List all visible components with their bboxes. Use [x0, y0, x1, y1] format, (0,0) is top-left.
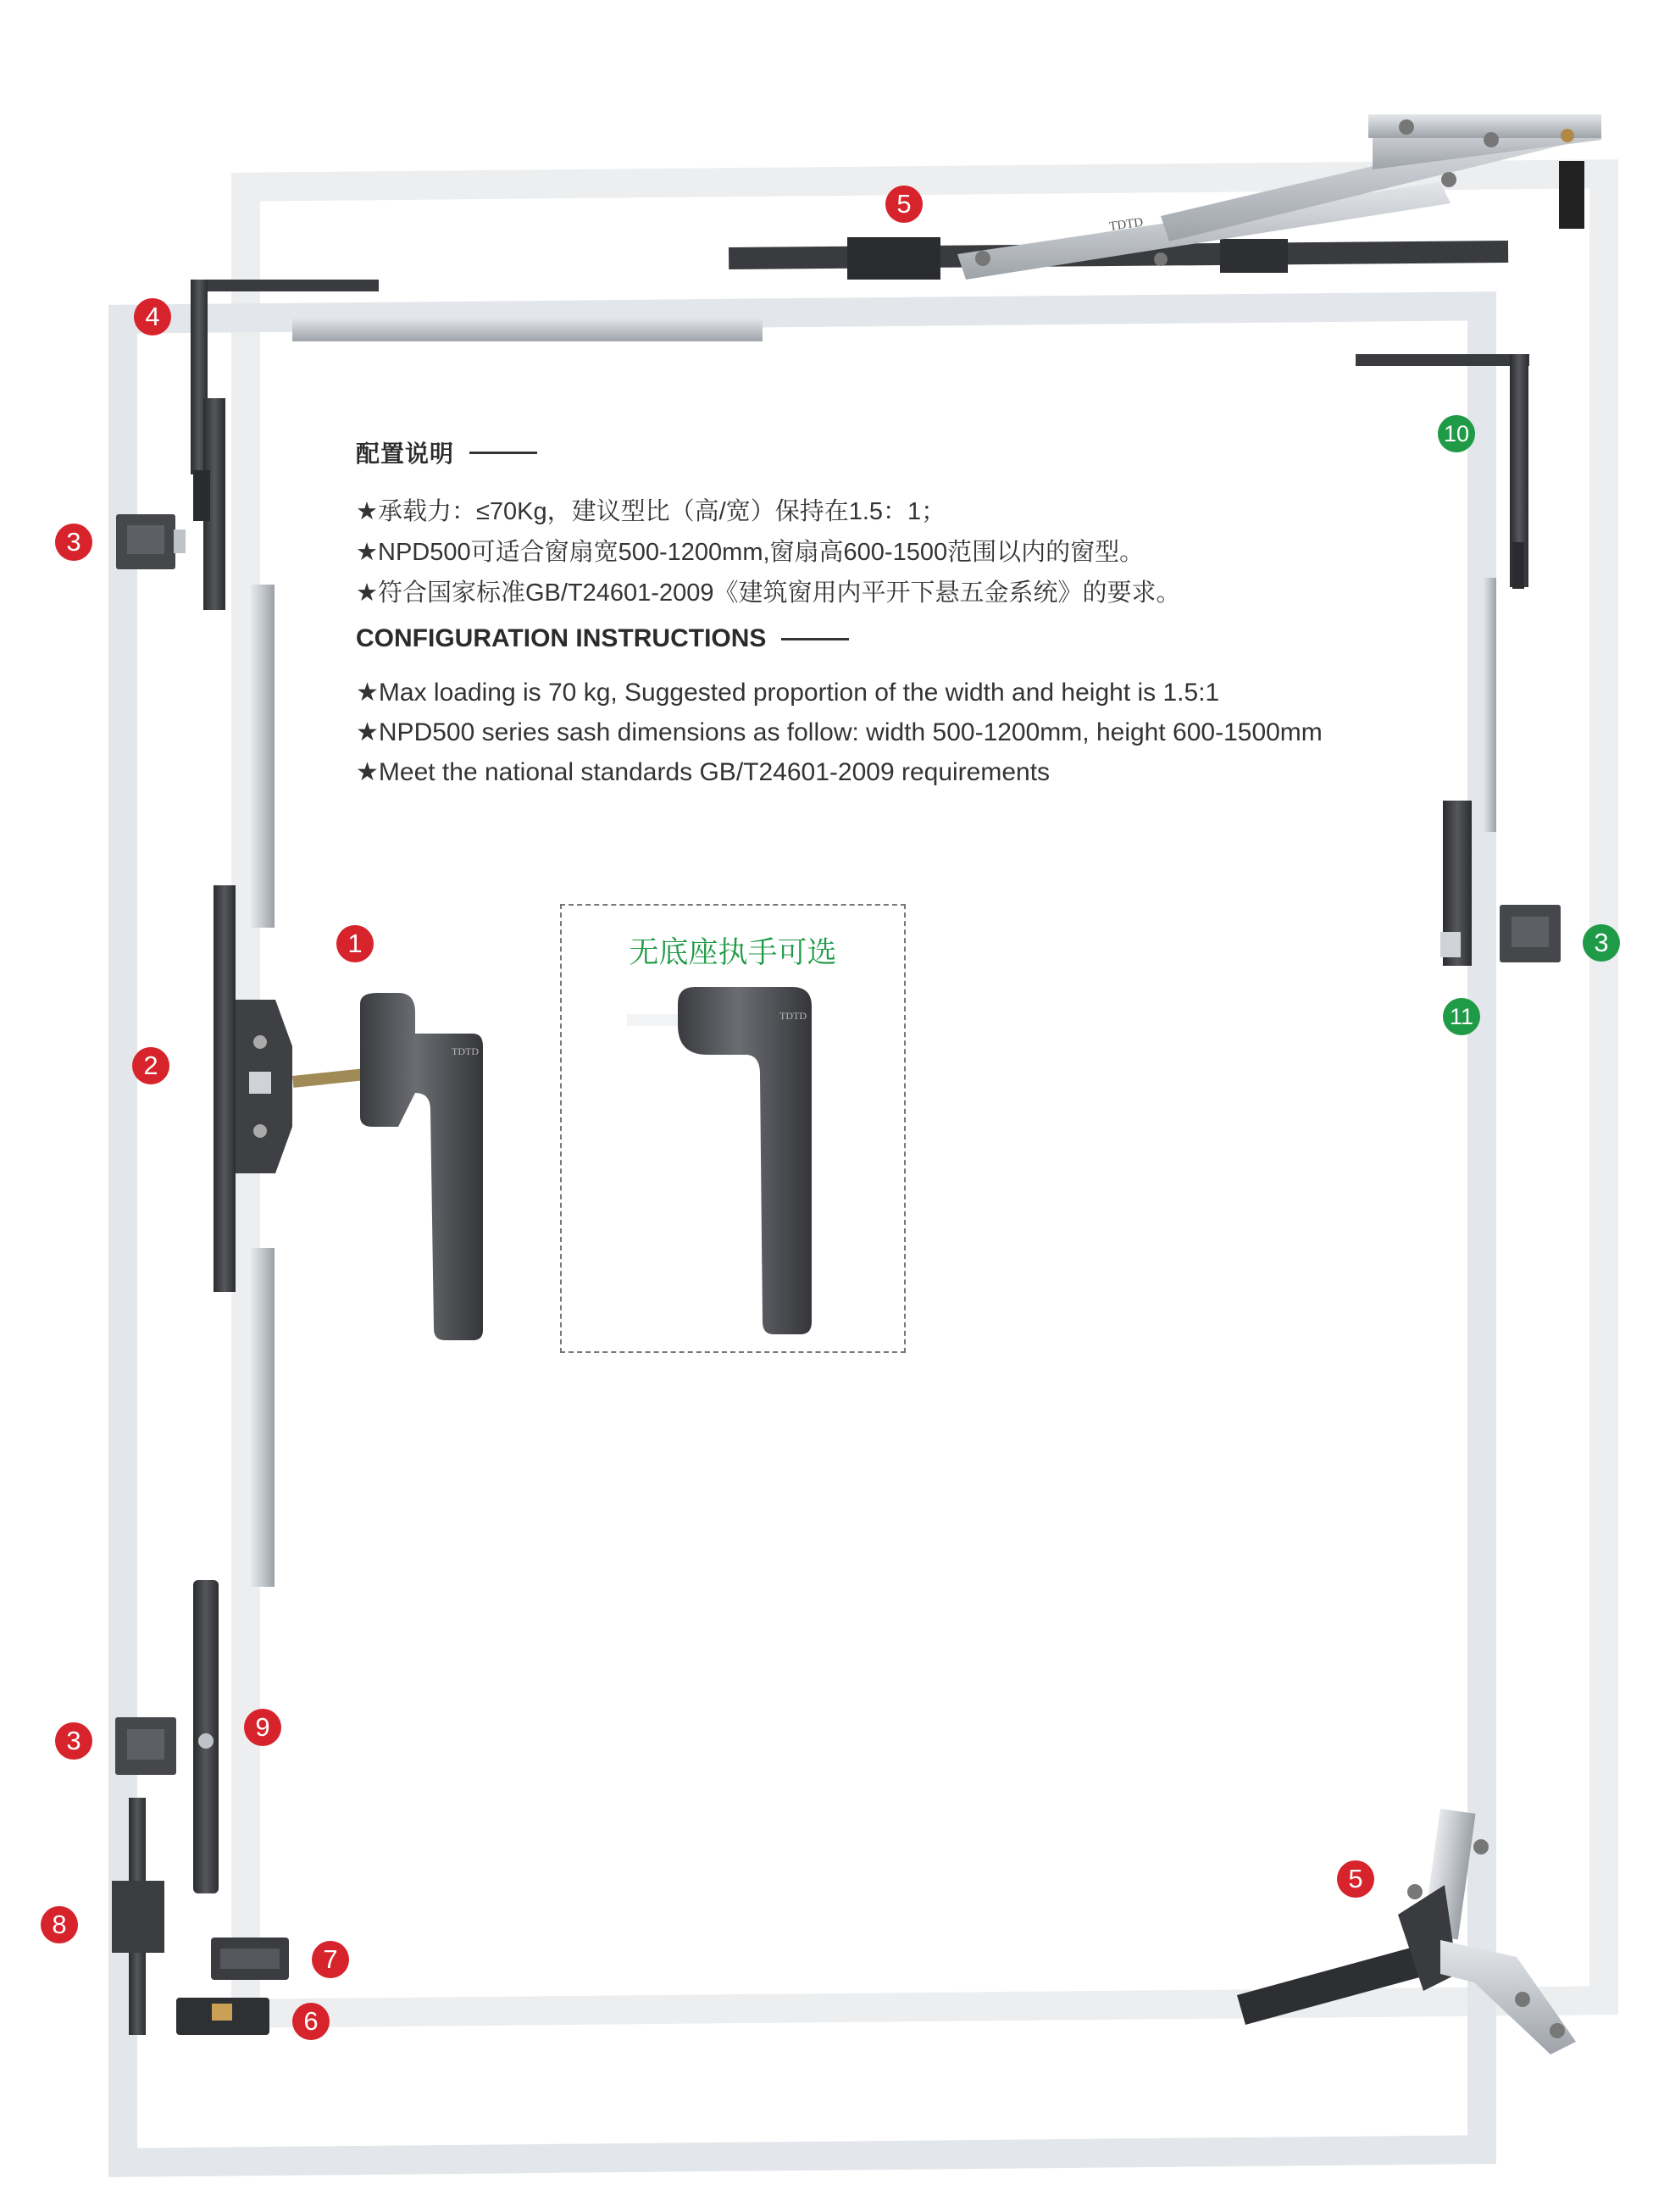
- optional-handle-box: [560, 904, 906, 1353]
- badge-striker-plate: 6: [292, 2003, 330, 2040]
- top-transmission-bar: [292, 318, 763, 341]
- cn-line: ★承载力：≤70Kg，建议型比（高/宽）保持在1.5：1；: [356, 498, 946, 525]
- striker-plate: [176, 1998, 269, 2035]
- right-rod: [1483, 578, 1496, 832]
- badge-keeper-left-upper: 3: [55, 524, 92, 561]
- cn-heading: [356, 432, 1406, 473]
- en-line: ★Meet the national standards GB/T24601-2009 requirements: [356, 758, 1051, 786]
- bottom-hinge: [1237, 1809, 1576, 2054]
- en-heading-text: CONFIGURATION INSTRUCTIONS: [356, 624, 767, 652]
- keeper-block-left-lower: [115, 1717, 176, 1775]
- handle-brand-text: TDTD: [452, 1045, 479, 1057]
- left-upper-rod: [251, 585, 275, 928]
- badge-bottom-hinge: 5: [1337, 1860, 1374, 1898]
- badge-espagnolette: 2: [132, 1047, 169, 1084]
- tilt-lock: [193, 1580, 219, 1893]
- configuration-instructions: [356, 432, 1406, 792]
- badge-lower-lock: 8: [41, 1906, 78, 1943]
- cn-line: ★符合国家标准GB/T24601-2009《建筑窗用内平开下悬五金系统》的要求。: [356, 579, 1181, 607]
- badge-corner-drive-top: 4: [134, 298, 171, 335]
- left-lower-rod: [251, 1248, 275, 1587]
- keeper-block-left-upper: [116, 514, 186, 569]
- badge-tilt-lock: 9: [244, 1709, 281, 1746]
- optional-handle-label: 无底座执手可选: [629, 936, 837, 969]
- bottom-keeper: [211, 1938, 289, 1980]
- lower-lock: [112, 1798, 164, 2035]
- arm-brand-text: TDTD: [1108, 215, 1145, 234]
- badge-keeper-right: 3: [1583, 924, 1620, 962]
- badge-top-corner-right: 10: [1438, 415, 1475, 452]
- en-line: ★NPD500 series sash dimensions as follow: width 500-1200mm, height 600-1500mm: [356, 718, 1323, 746]
- en-heading: [356, 618, 1406, 659]
- badge-side-lock-right: 11: [1443, 998, 1480, 1035]
- en-lines: [356, 673, 1406, 792]
- optional-handle-brand-text: TDTD: [779, 1010, 807, 1022]
- badge-stay-arm-top: 5: [885, 186, 923, 223]
- keeper-block-right: [1500, 905, 1561, 962]
- cn-heading-text: 配置说明: [356, 441, 455, 467]
- badge-handle: 1: [336, 925, 374, 962]
- heading-dash: [469, 452, 537, 454]
- badge-keeper-left-lower: 3: [55, 1722, 92, 1760]
- window-handle: [360, 993, 483, 1340]
- badge-bottom-keeper: 7: [312, 1941, 349, 1978]
- cn-lines: [356, 491, 1406, 613]
- heading-dash: [781, 638, 849, 640]
- en-line: ★Max loading is 70 kg, Suggested proportion of the width and height is 1.5:1: [356, 679, 1220, 707]
- side-lock-right: [1440, 801, 1472, 966]
- cn-line: ★NPD500可适合窗扇宽500-1200mm,窗扇高600-1500范围以内的窗型。: [356, 539, 1145, 566]
- stay-arm-top: [729, 114, 1601, 280]
